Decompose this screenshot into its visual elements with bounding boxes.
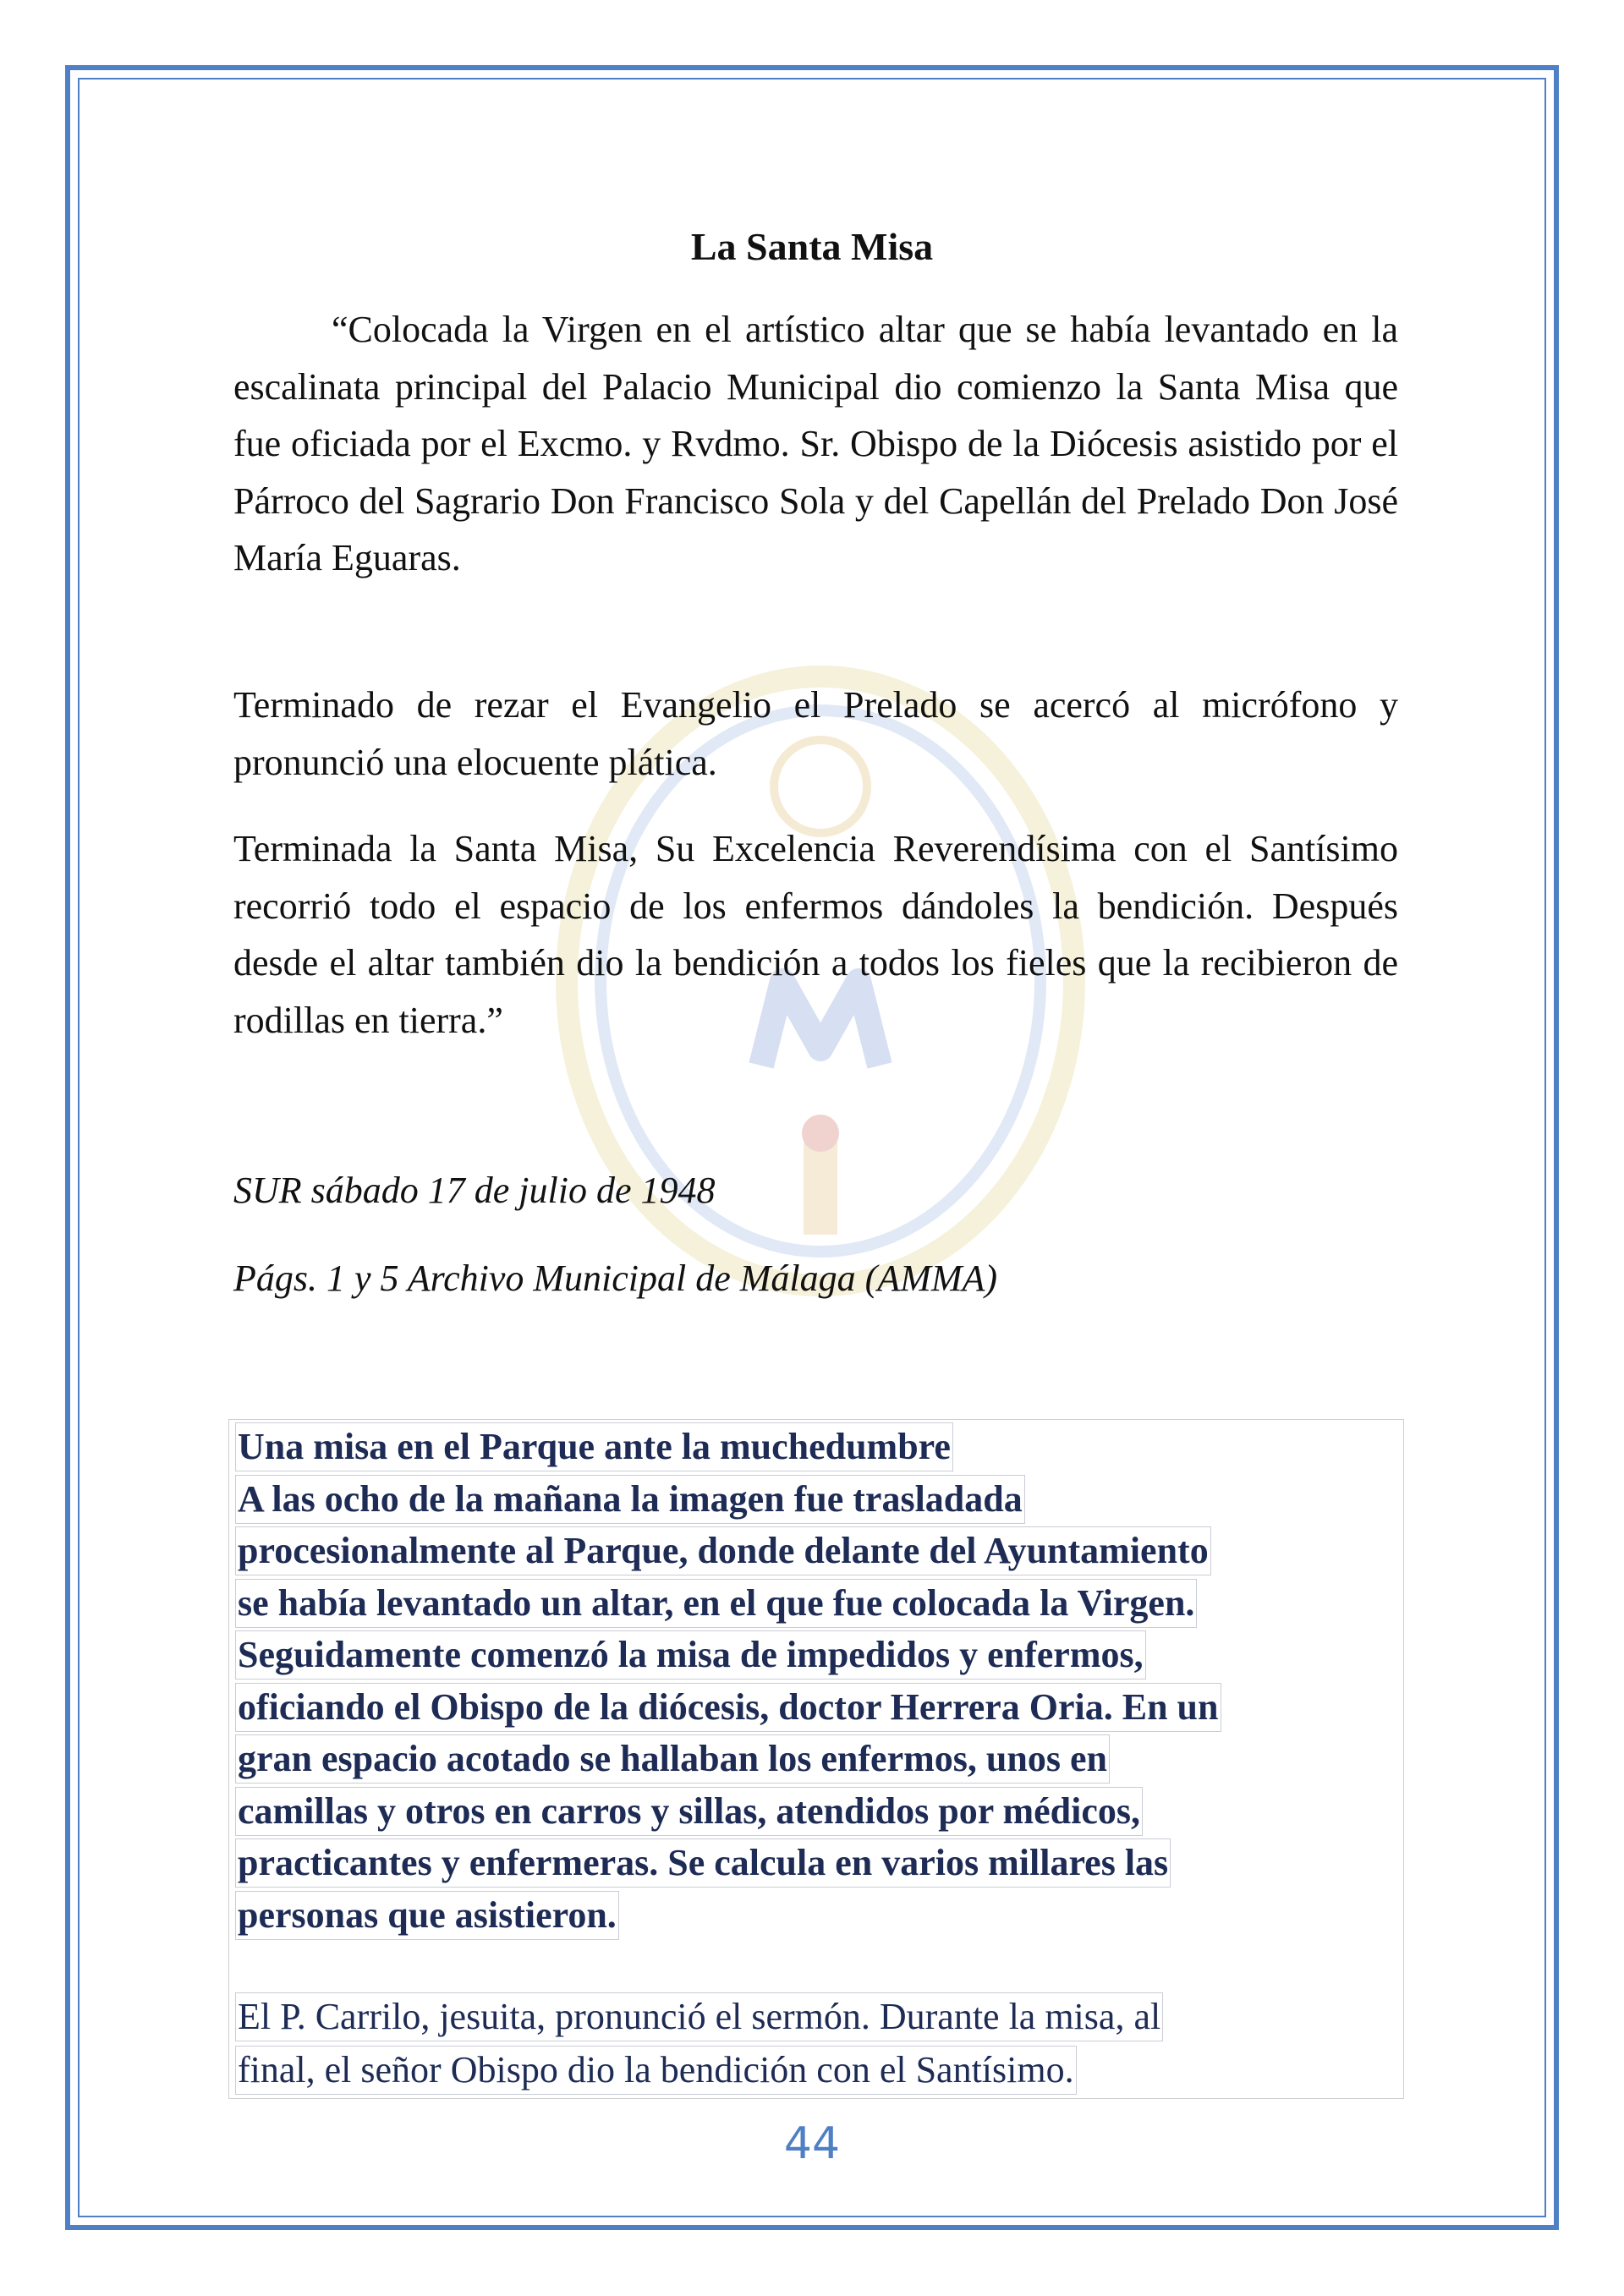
clipping-line — [235, 1475, 1221, 1527]
clipping-line-text: Una misa en el Parque ante la muchedumbre — [235, 1422, 953, 1471]
clipping-line-text: oficiando el Obispo de la diócesis, doctor Herrera Oria. En un — [235, 1683, 1221, 1732]
clipping-line — [235, 1992, 1163, 2046]
clipping-line-text: personas que asistieron. — [235, 1891, 619, 1940]
clipping-line-text: gran espacio acotado se hallaban los enfermos, unos en — [235, 1734, 1110, 1784]
clipping-bold-text — [235, 1422, 1221, 1943]
clipping-line-text: practicantes y enfermeras. Se calcula en varios millares las — [235, 1838, 1171, 1888]
clipping-line-text: camillas y otros en carros y sillas, atendidos por médicos, — [235, 1787, 1143, 1836]
clipping-line — [235, 2046, 1163, 2099]
clipping-line-text: se había levantado un altar, en el que fue colocada la Virgen. — [235, 1579, 1197, 1628]
page-number: 44 — [783, 2118, 841, 2169]
paragraph-2: Terminado de rezar el Evangelio el Prelado se acercó al micrófono y pronunció una elocuente plática. — [233, 684, 1398, 783]
clipping-regular-text — [235, 1992, 1163, 2099]
clipping-line-text: El P. Carrilo, jesuita, pronunció el sermón. Durante la misa, al — [235, 1992, 1163, 2041]
clipping-line — [235, 1579, 1221, 1631]
clipping-line — [235, 1630, 1221, 1683]
clipping-line — [235, 1526, 1221, 1579]
clipping-line-text: procesionalmente al Parque, donde delante del Ayuntamiento — [235, 1526, 1211, 1575]
clipping-line — [235, 1734, 1221, 1787]
paragraph-3: Terminada la Santa Misa, Su Excelencia Reverendísima con el Santísimo recorrió todo el espacio de los enfermos dándoles la bendición. Después desde el altar también dio la bendición a todos los fieles que la recibieron de rodillas en tierra.” — [233, 828, 1398, 1041]
clipping-line — [235, 1891, 1221, 1943]
clipping-line-text: Seguidamente comenzó la misa de impedidos y enfermos, — [235, 1630, 1146, 1680]
clipping-line — [235, 1422, 1221, 1475]
clipping-line — [235, 1787, 1221, 1839]
page-title: La Santa Misa — [690, 225, 934, 268]
paragraph-1: “Colocada la Virgen en el artístico altar que se había levantado en la escalinata principal del Palacio Municipal dio comienzo la Santa Misa que fue oficiada por el Excmo. y Rvdmo. Sr. Obispo de la Diócesis asistido por el Párroco del Sagrario Don Francisco Sola y del Capellán del Prelado Don José María Eguaras. — [233, 309, 1398, 578]
clipping-line-text: final, el señor Obispo dio la bendición con el Santísimo. — [235, 2046, 1077, 2095]
clipping-line — [235, 1683, 1221, 1735]
citation-source: SUR sábado 17 de julio de 1948 — [233, 1170, 716, 1211]
clipping-line-text: A las ocho de la mañana la imagen fue trasladada — [235, 1475, 1025, 1524]
clipping-line — [235, 1838, 1221, 1891]
citation-pages: Págs. 1 y 5 Archivo Municipal de Málaga (AMMA) — [233, 1258, 998, 1299]
